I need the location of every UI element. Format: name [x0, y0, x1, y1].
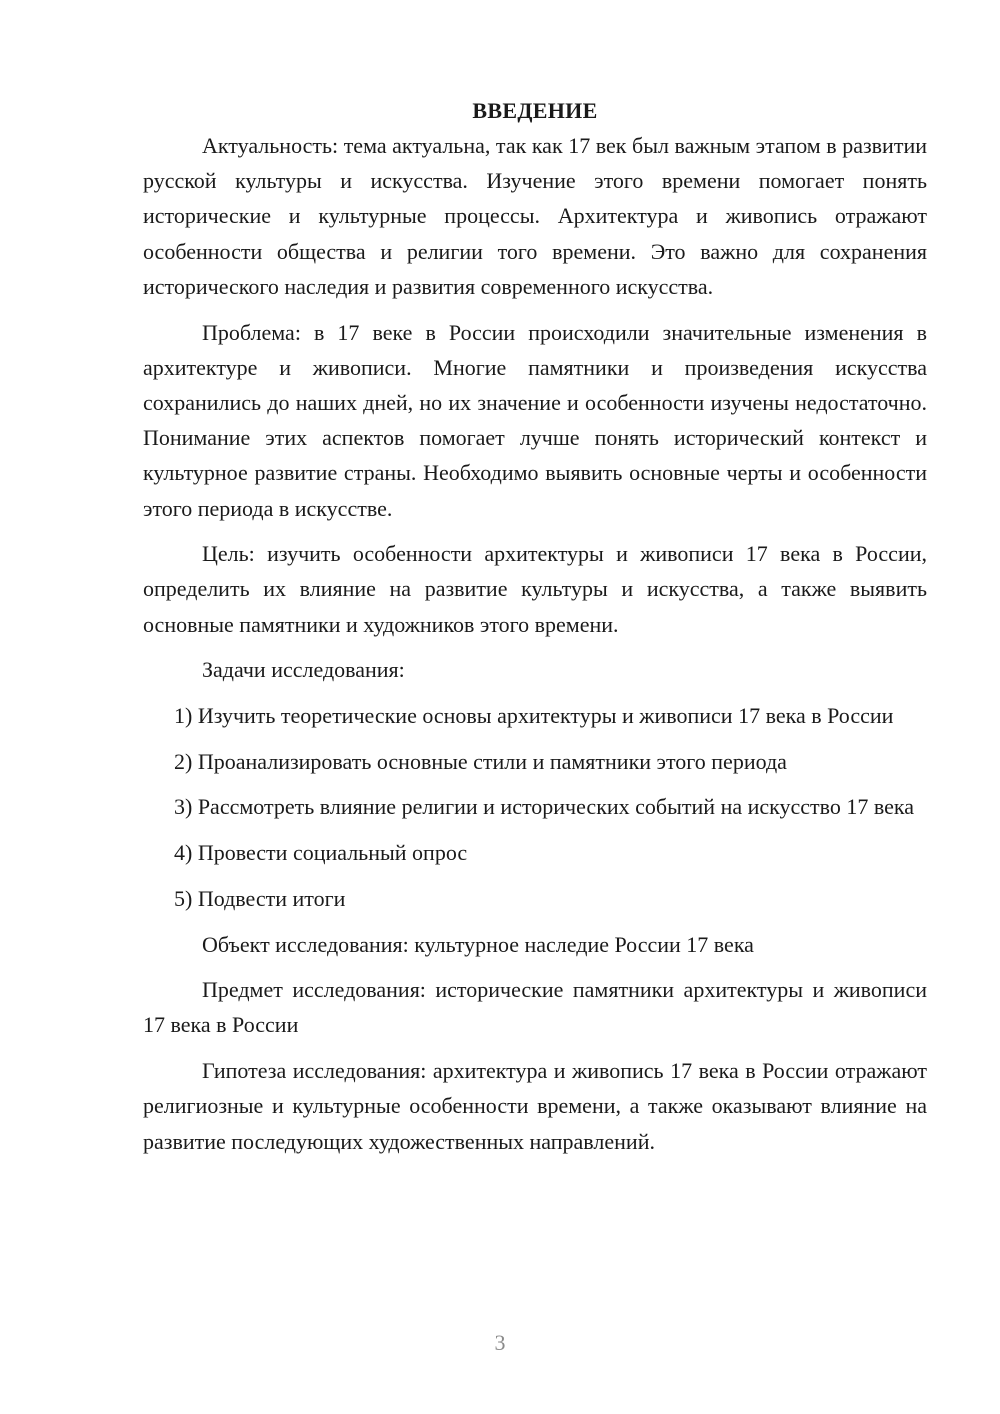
paragraph-goal: Цель: изучить особенности архитектуры и живописи 17 века в России, определить их влияние на развитие культуры и искусства, а также выявить основные памятники и художников этого времени. — [143, 541, 927, 637]
section-title: ВВЕДЕНИЕ — [472, 98, 598, 123]
task-item-2: 2) Проанализировать основные стили и памятники этого периода — [174, 748, 787, 774]
task-item-3: 3) Рассмотреть влияние религии и исторических событий на искусство 17 века — [174, 794, 915, 820]
paragraph-object: Объект исследования: культурное наследие России 17 века — [202, 931, 754, 957]
paragraph-tasks-heading: Задачи исследования: — [202, 657, 405, 683]
task-item-5: 5) Подвести итоги — [174, 885, 346, 911]
paragraph-subject: Предмет исследования: исторические памятники архитектуры и живописи 17 века в России — [143, 977, 927, 1038]
task-item-1: 1) Изучить теоретические основы архитектуры и живописи 17 века в России — [174, 703, 894, 729]
document-page — [143, 93, 927, 1169]
paragraph-problem: Проблема: в 17 веке в России происходили значительные изменения в архитектуре и живописи. Многие памятники и произведения искусства сохранились до наших дней, но их значение и особенности изучены недостаточно. Понимание этих аспектов помогает лучше понять исторический контекст и культурное развитие страны. Необходимо выявить основные черты и особенности этого периода в искусстве. — [143, 319, 927, 521]
paragraph-relevance: Актуальность: тема актуальна, так как 17 век был важным этапом в развитии русской культуры и искусства. Изучение этого времени помогает понять исторические и культурные процессы. Архитектура и живопись отражают особенности общества и религии того времени. Это важно для сохранения исторического наследия и развития современного искусства. — [143, 133, 927, 299]
task-item-4: 4) Провести социальный опрос — [174, 840, 468, 866]
paragraph-hypothesis: Гипотеза исследования: архитектура и живопись 17 века в России отражают религиозные и культурные особенности времени, а также оказывают влияние на развитие последующих художественных направлений. — [143, 1058, 927, 1154]
page-number: 3 — [494, 1330, 506, 1355]
